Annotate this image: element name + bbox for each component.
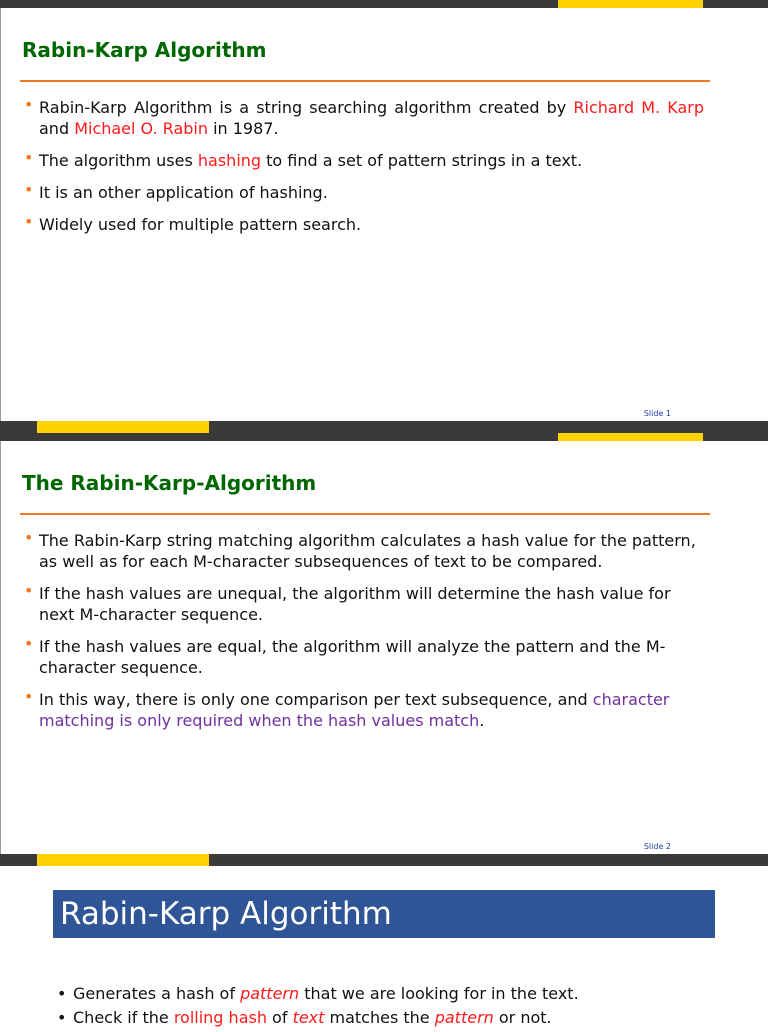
- top-bar-accent: [558, 433, 703, 441]
- slide-number: Slide 2: [643, 842, 671, 851]
- bullet-item: [22, 583, 704, 625]
- bullet-text: to find a set of pattern strings in a text.: [261, 151, 583, 170]
- bottom-bar: [0, 421, 768, 433]
- bullet-list: [22, 97, 704, 246]
- bullet-text: If the hash values are equal, the algorithm will analyze the pattern and the M-character sequence.: [39, 637, 666, 677]
- slide-number: Slide 1: [643, 409, 671, 418]
- bullet-text: If the hash values are unequal, the algorithm will determine the hash value for next M-character sequence.: [39, 584, 671, 624]
- bullet-list: [22, 530, 704, 742]
- bullet-item: [22, 150, 704, 171]
- highlight-text: rolling hash: [173, 1008, 267, 1027]
- bullet-text: matches the: [324, 1008, 435, 1027]
- bullet-text: It is an other application of hashing.: [39, 183, 328, 202]
- slide-title-banner: Rabin-Karp Algorithm: [53, 890, 715, 938]
- highlight-text: text: [292, 1008, 325, 1027]
- bottom-bar: [0, 854, 768, 866]
- top-bar-accent: [558, 0, 703, 8]
- bullet-text: Widely used for multiple pattern search.: [39, 215, 362, 234]
- highlight-text: pattern: [434, 1008, 494, 1027]
- bullet-text: in 1987.: [207, 119, 279, 138]
- highlight-text: character matching is only required when the hash values match: [39, 690, 670, 730]
- bullet-item: [22, 636, 704, 678]
- highlight-text: hashing: [197, 151, 262, 170]
- slide-title: The Rabin-Karp-Algorithm: [22, 471, 317, 495]
- bullet-item: [22, 689, 704, 731]
- bottom-bar-accent: [37, 421, 209, 433]
- bullet-text: .: [479, 711, 485, 730]
- slide-title: Rabin-Karp Algorithm: [22, 38, 267, 62]
- bullet-text: and: [39, 119, 75, 138]
- slide-3: [0, 866, 768, 1027]
- bullet-item: [22, 214, 704, 235]
- bullet-text: Check if the: [73, 1008, 174, 1027]
- left-border: [0, 8, 1, 421]
- top-bar: [0, 433, 768, 441]
- author-name: Richard M. Karp: [573, 98, 704, 117]
- bullet-text: that we are looking for in the text.: [299, 984, 579, 1003]
- author-name: Michael O. Rabin: [74, 119, 208, 138]
- left-border: [0, 441, 1, 854]
- slide-2: [0, 433, 768, 866]
- bullet-text: The algorithm uses: [39, 151, 198, 170]
- bullet-item: [57, 1008, 717, 1028]
- bullet-item: [57, 984, 717, 1004]
- bullet-item: [22, 530, 704, 572]
- slide-1: [0, 0, 768, 433]
- highlight-text: pattern: [240, 984, 300, 1003]
- bullet-list: [57, 984, 717, 1032]
- bullet-text: of: [266, 1008, 293, 1027]
- bullet-text: Generates a hash of: [73, 984, 241, 1003]
- bottom-bar-accent: [37, 854, 209, 866]
- top-bar: [0, 0, 768, 8]
- bullet-text: Rabin-Karp Algorithm is a string searching algorithm created by: [39, 98, 574, 117]
- title-underline: [20, 513, 710, 515]
- bullet-text: In this way, there is only one comparison per text subsequence, and: [39, 690, 593, 709]
- bullet-item: [22, 182, 704, 203]
- bullet-text: or not.: [493, 1008, 552, 1027]
- title-underline: [20, 80, 710, 82]
- bullet-text: The Rabin-Karp string matching algorithm calculates a hash value for the pattern, as well as for each M-character subsequences of text to be compared.: [39, 531, 696, 571]
- bullet-item: [22, 97, 704, 139]
